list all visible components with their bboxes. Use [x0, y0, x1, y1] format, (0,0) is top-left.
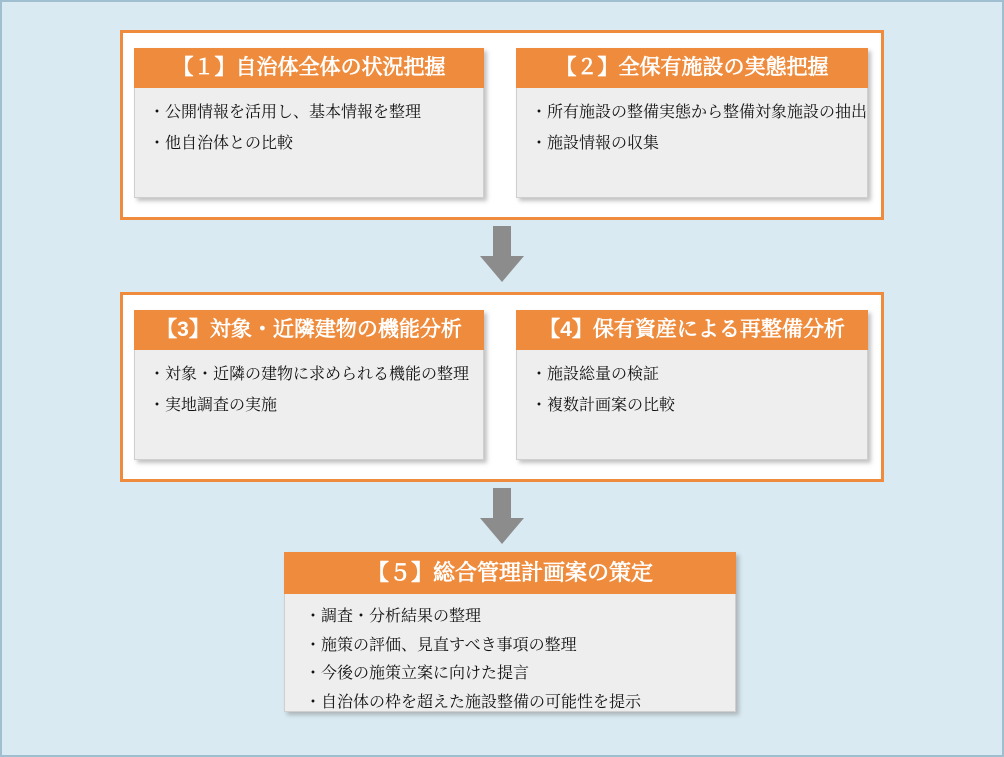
list-item: ・対象・近隣の建物に求められる機能の整理 [149, 366, 470, 383]
arrow-down-icon [480, 226, 524, 282]
card-step-2-body [516, 88, 868, 198]
list-item: ・他自治体との比較 [149, 134, 294, 152]
list-item: ・公開情報を活用し、基本情報を整理 [149, 104, 422, 121]
card-step-2-header: 【２】全保有施設の実態把握 [516, 48, 868, 88]
card-step-4-body [516, 350, 868, 460]
list-item: ・今後の施策立案に向けた提言 [305, 665, 530, 683]
card-step-1 [134, 48, 484, 198]
list-item: ・所有施設の整備実態から整備対象施設の抽出 [531, 104, 868, 121]
card-step-1-list [149, 101, 471, 157]
card-step-3 [134, 310, 484, 460]
list-item: ・複数計画案の比較 [531, 396, 676, 414]
list-item: ・自治体の枠を超えた施設整備の可能性を提示 [305, 693, 642, 711]
card-step-3-list [149, 363, 471, 419]
card-step-2-list [531, 101, 868, 157]
card-step-5 [284, 552, 736, 712]
list-item: ・調査・分析結果の整理 [305, 608, 482, 625]
card-step-5-body [284, 594, 736, 712]
list-item: ・実地調査の実施 [149, 396, 278, 414]
card-step-5-header: 【５】総合管理計画案の策定 [284, 552, 736, 594]
card-step-3-body [134, 350, 484, 460]
card-step-4 [516, 310, 868, 460]
card-step-4-list [531, 363, 855, 419]
arrow-down-icon [480, 488, 524, 544]
card-step-2 [516, 48, 868, 198]
card-step-1-header: 【１】自治体全体の状況把握 [134, 48, 484, 88]
list-item: ・施設情報の収集 [531, 134, 660, 152]
card-step-3-header: 【3】対象・近隣建物の機能分析 [134, 310, 484, 350]
list-item: ・施策の評価、見直すべき事項の整理 [305, 636, 577, 654]
card-step-4-header: 【4】保有資産による再整備分析 [516, 310, 868, 350]
card-step-1-body [134, 88, 484, 198]
card-step-5-list [305, 604, 723, 715]
list-item: ・施設総量の検証 [531, 366, 660, 383]
